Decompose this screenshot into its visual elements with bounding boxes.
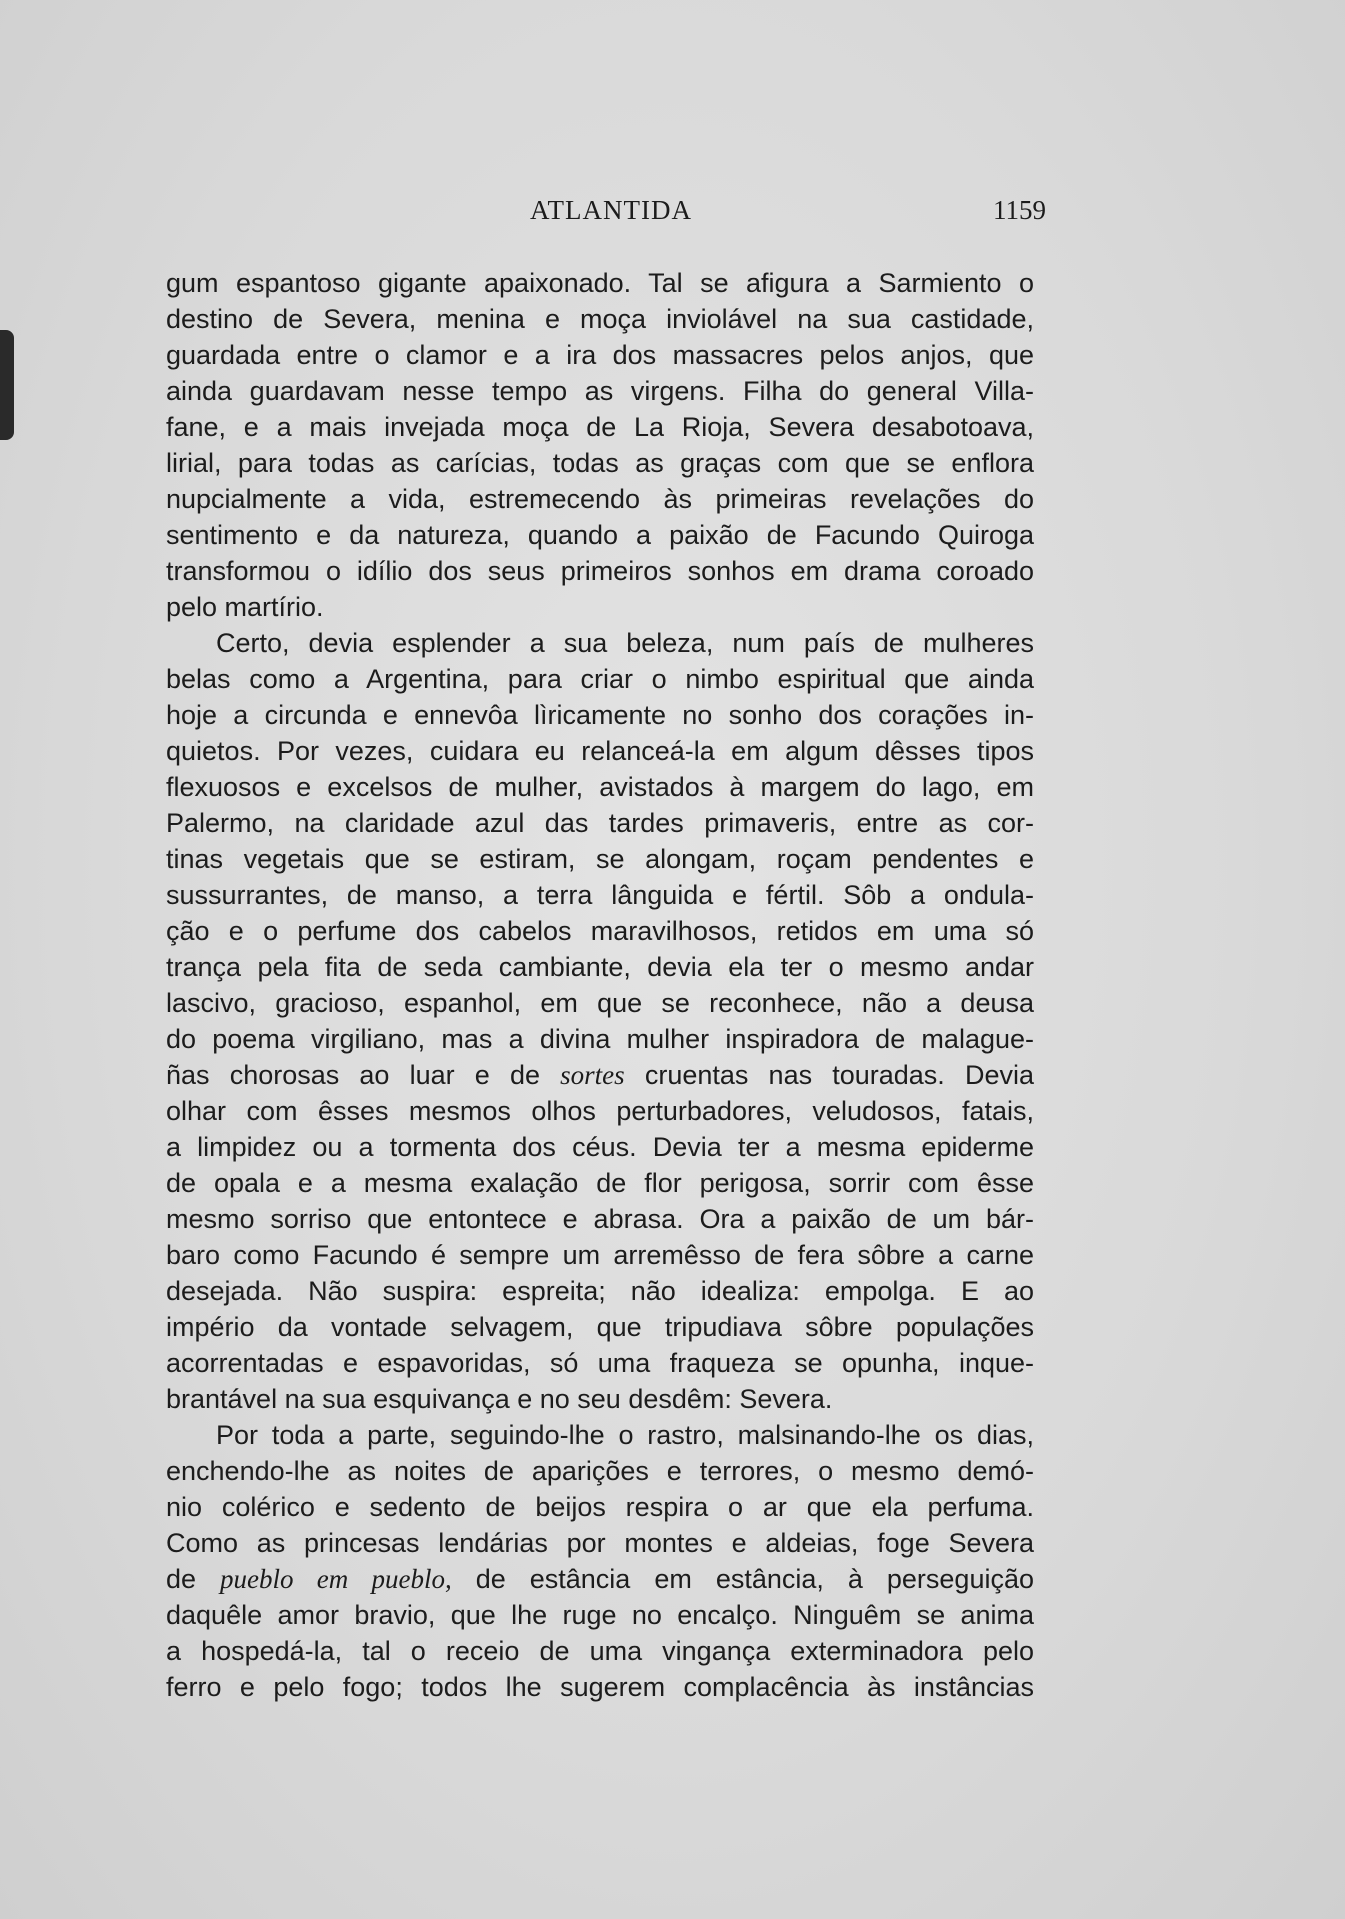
text-line: sussurrantes, de manso, a terra lânguida e fértil. Sôb a ondula- <box>166 880 1034 910</box>
text-line: baro como Facundo é sempre um arremêsso de fera sôbre a carne <box>166 1240 1034 1270</box>
page-number: 1159 <box>993 195 1046 225</box>
text-line: olhar com êsses mesmos olhos perturbadores, veludosos, fatais, <box>166 1096 1034 1126</box>
running-title: ATLANTIDA <box>530 195 692 225</box>
text-line: de pueblo em pueblo, de estância em estância, à perseguição <box>166 1564 1034 1594</box>
text-line: império da vontade selvagem, que tripudiava sôbre populações <box>166 1312 1034 1342</box>
text-line: nupcialmente a vida, estremecendo às primeiras revelações do <box>166 484 1034 514</box>
text-line: tinas vegetais que se estiram, se alongam, roçam pendentes e <box>166 844 1034 874</box>
text-line: flexuosos e excelsos de mulher, avistados à margem do lago, em <box>166 772 1034 802</box>
text-line: ferro e pelo fogo; todos lhe sugerem complacência às instâncias <box>166 1672 1034 1702</box>
text-line: enchendo-lhe as noites de aparições e terrores, o mesmo demó- <box>166 1456 1034 1486</box>
text-line: acorrentadas e espavoridas, só uma fraqueza se opunha, inque- <box>166 1348 1034 1378</box>
paragraph-first-line: Certo, devia esplender a sua beleza, num país de mulheres <box>216 628 1034 658</box>
text-line: fane, e a mais invejada moça de La Rioja, Severa desabotoava, <box>166 412 1034 442</box>
page-header <box>0 195 1345 235</box>
text-line: sentimento e da natureza, quando a paixão de Facundo Quiroga <box>166 520 1034 550</box>
text-line: belas como a Argentina, para criar o nimbo espiritual que ainda <box>166 664 1034 694</box>
paragraph-first-line: Por toda a parte, seguindo-lhe o rastro, malsinando-lhe os dias, <box>216 1420 1034 1450</box>
text-line: ainda guardavam nesse tempo as virgens. Filha do general Villa- <box>166 376 1034 406</box>
text-line: hoje a circunda e ennevôa lìricamente no sonho dos corações in- <box>166 700 1034 730</box>
text-line: ção e o perfume dos cabelos maravilhosos, retidos em uma só <box>166 916 1034 946</box>
text-line: gum espantoso gigante apaixonado. Tal se afigura a Sarmiento o <box>166 268 1034 298</box>
text-line: do poema virgiliano, mas a divina mulher inspiradora de malague- <box>166 1024 1034 1054</box>
text-line: mesmo sorriso que entontece e abrasa. Ora a paixão de um bár- <box>166 1204 1034 1234</box>
text-line: trança pela fita de seda cambiante, devia ela ter o mesmo andar <box>166 952 1034 982</box>
text-line: a hospedá-la, tal o receio de uma vingança exterminadora pelo <box>166 1636 1034 1666</box>
text-line: a limpidez ou a tormenta dos céus. Devia ter a mesma epiderme <box>166 1132 1034 1162</box>
text-line: desejada. Não suspira: espreita; não idealiza: empolga. E ao <box>166 1276 1034 1306</box>
text-line: lascivo, gracioso, espanhol, em que se reconhece, não a deusa <box>166 988 1034 1018</box>
italic-phrase: sortes <box>560 1060 625 1090</box>
body-text <box>166 265 1034 1705</box>
text-line: brantável na sua esquivança e no seu desdêm: Severa. <box>166 1384 833 1414</box>
text-line: quietos. Por vezes, cuidara eu relanceá-la em algum dêsses tipos <box>166 736 1034 766</box>
text-line: ñas chorosas ao luar e de sortes cruentas nas touradas. Devia <box>166 1060 1035 1090</box>
text-line: daquêle amor bravio, que lhe ruge no encalço. Ninguêm se anima <box>166 1600 1034 1630</box>
text-line: destino de Severa, menina e moça inviolável na sua castidade, <box>166 304 1034 334</box>
text-line: pelo martírio. <box>166 592 324 622</box>
italic-phrase: pueblo em pueblo, <box>220 1564 452 1594</box>
text-line: Palermo, na claridade azul das tardes primaveris, entre as cor- <box>166 808 1034 838</box>
text-line: transformou o idílio dos seus primeiros sonhos em drama coroado <box>166 556 1034 586</box>
page-edge-shadow <box>0 330 14 440</box>
text-line: lirial, para todas as carícias, todas as graças com que se enflora <box>166 448 1034 478</box>
text-line: de opala e a mesma exalação de flor perigosa, sorrir com êsse <box>166 1168 1034 1198</box>
text-line: Como as princesas lendárias por montes e aldeias, foge Severa <box>166 1528 1034 1558</box>
text-line: nio colérico e sedento de beijos respira o ar que ela perfuma. <box>166 1492 1034 1522</box>
text-line: guardada entre o clamor e a ira dos massacres pelos anjos, que <box>166 340 1034 370</box>
